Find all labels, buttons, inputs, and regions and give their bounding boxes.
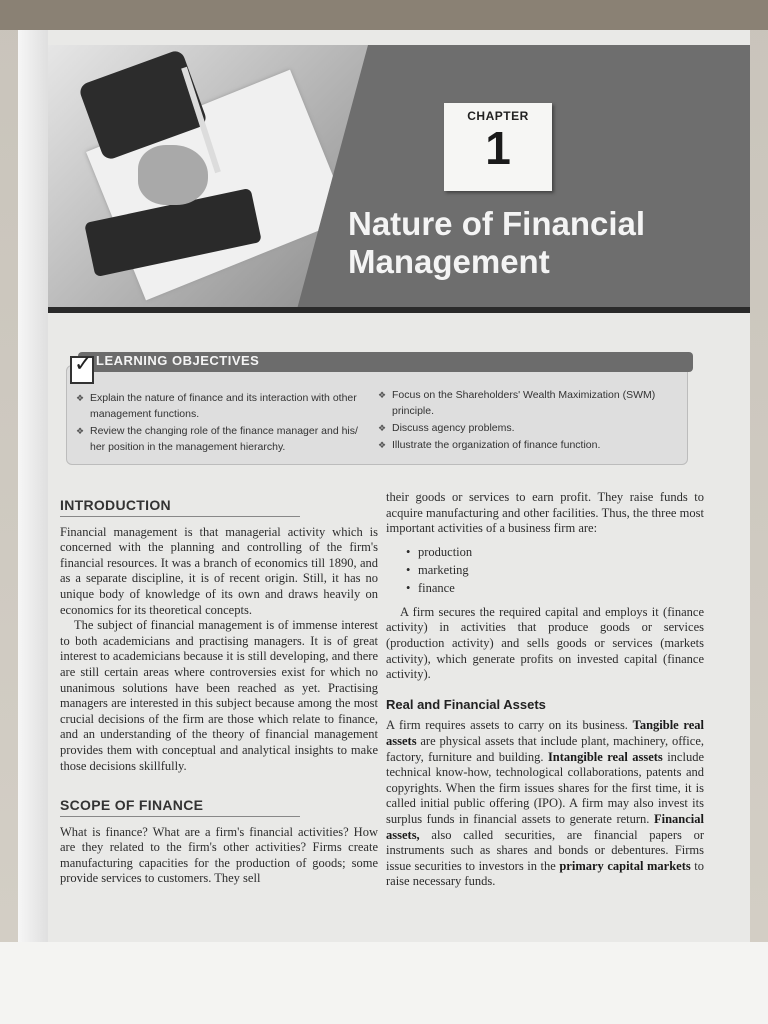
left-column (60, 498, 378, 887)
right-column (386, 490, 704, 890)
chapter-label: CHAPTER (467, 109, 529, 123)
chapter-title-line-1: Nature of Financial (348, 205, 646, 242)
list-item: • finance (418, 579, 704, 597)
list-item: • production (418, 543, 704, 561)
chapter-banner (48, 45, 750, 307)
chapter-number: 1 (485, 122, 511, 174)
book-page (48, 30, 750, 942)
table-surface-top (0, 0, 768, 30)
table-surface-bottom (0, 942, 768, 1024)
introduction-paragraph-1: Financial management is that managerial activity which is concerned with the planning and controlling of the firm's financial resources. It was a branch of economics till 1890, and as a separate discipline, it is of recent origin. Still, it has no unique body of knowledge of its own and draws heavily on economics for its theoretical concepts. (60, 524, 378, 617)
list-item: ❖ Explain the nature of finance and its interaction with other management functions. (76, 392, 357, 420)
diamond-bullet-icon: ❖ (378, 440, 387, 450)
scope-heading: SCOPE OF FINANCE (60, 798, 300, 817)
list-item: ❖ Discuss agency problems. (378, 422, 515, 434)
diamond-bullet-icon: ❖ (378, 390, 387, 400)
banner-divider (48, 307, 750, 313)
diamond-bullet-icon: ❖ (76, 426, 85, 436)
chapter-card (444, 103, 552, 191)
learning-objectives-right (378, 387, 678, 454)
chapter-title (348, 205, 728, 281)
banner-photo (48, 45, 368, 307)
checkmark-icon: ✓ (74, 352, 93, 377)
scope-paragraph-1: What is finance? What are a firm's financial activities? How are they related to the firm's other activities? Firms create manufacturing capacities for the production of goods; some provide services to customers. They sell (60, 824, 378, 886)
right-paragraph-1: their goods or services to earn profit. They raise funds to acquire manufacturing and other facilities. Thus, the three most important activities of a business firm are: (386, 490, 704, 536)
learning-objectives-left (76, 390, 361, 456)
right-paragraph-2: A firm secures the required capital and employs it (finance activity) in activities that produce goods or services (production activity) and sells goods or services (markets activity), which generate profits on invested capital (finance activity). (386, 604, 704, 682)
right-paragraph-3: A firm requires assets to carry on its business. Tangible real assets are physical assets that include plant, machinery, office, factory, furniture and building. Intangible real assets include technical know-how, technological collaborations, patents and copyrights. When the firm issues shares for the first time, it is called initial public offering (IPO). A firm may also invest its surplus funds in financial assets to generate return. Financial assets, also called securities, are financial papers or instruments such as shares and bonds or debentures. Firms issue securities to investors in the primary capital markets to raise necessary funds. (386, 718, 705, 889)
list-item: ❖ Focus on the Shareholders' Wealth Maximization (SWM) principle. (378, 389, 656, 417)
introduction-paragraph-2: The subject of financial management is of immense interest to both academicians and practising managers. It is of great interest to academicians because it is still developing, and there are still certain areas where controversies exist for which no unanimous solutions have been reached as yet. Practising managers are interested in this subject because among the most crucial decisions of the firm are those which relate to finance, and an understanding of the theory of financial management provides them with conceptual and analytical insights to make those decisions skillfully. (60, 618, 378, 773)
list-item: ❖ Review the changing role of the finance manager and his/ her position in the management hierarchy. (76, 425, 358, 453)
introduction-heading: INTRODUCTION (60, 498, 300, 517)
list-item: • marketing (418, 561, 704, 579)
diamond-bullet-icon: ❖ (76, 393, 85, 403)
diamond-bullet-icon: ❖ (378, 423, 387, 433)
chapter-title-line-2: Management (348, 243, 550, 280)
hand-image (138, 145, 208, 205)
real-financial-assets-heading: Real and Financial Assets (386, 696, 546, 712)
learning-objectives-title: LEARNING OBJECTIVES (96, 353, 260, 368)
book-spine-edge (18, 30, 52, 942)
list-item: ❖ Illustrate the organization of finance function. (378, 439, 601, 451)
activities-list (386, 543, 704, 597)
